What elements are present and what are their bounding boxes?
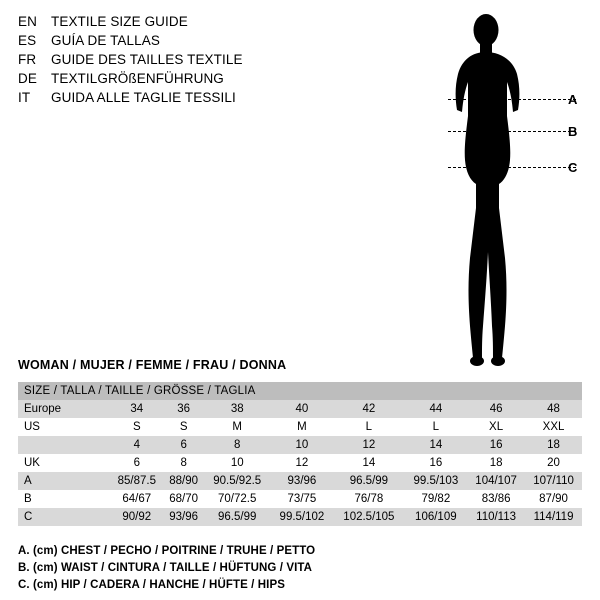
- section-heading: WOMAN / MUJER / FEMME / FRAU / DONNA: [18, 358, 287, 372]
- cell: 16: [467, 436, 525, 454]
- cell: 96.5/99: [333, 472, 404, 490]
- legend-item-a: A. (cm) CHEST / PECHO / POITRINE / TRUHE / PETTO: [18, 545, 316, 557]
- cell: 8: [204, 436, 271, 454]
- title-text: TEXTILGRÖßENFÜHRUNG: [51, 71, 224, 86]
- cell: 70/72.5: [204, 490, 271, 508]
- legend-item-b: B. (cm) WAIST / CINTURA / TAILLE / HÜFTUNG / VITA: [18, 562, 313, 574]
- cell: 40: [271, 400, 333, 418]
- measure-label-a: A: [568, 92, 578, 107]
- cell: 107/110: [525, 472, 582, 490]
- cell: XXL: [525, 418, 582, 436]
- title-text: GUIDE DES TAILLES TEXTILE: [51, 52, 243, 67]
- title-row: [18, 71, 358, 90]
- cell: 8: [164, 454, 204, 472]
- cell: 64/67: [110, 490, 164, 508]
- cell: 6: [164, 436, 204, 454]
- cell: 85/87.5: [110, 472, 164, 490]
- legend-item-c: C. (cm) HIP / CADERA / HANCHE / HÜFTE / HIPS: [18, 579, 286, 591]
- table-row: [18, 490, 582, 508]
- cell: 99.5/102: [271, 508, 333, 526]
- measure-line-chest: [448, 99, 576, 100]
- row-label: US: [18, 418, 110, 436]
- cell: 68/70: [164, 490, 204, 508]
- title-row: [18, 14, 358, 33]
- cell: M: [271, 418, 333, 436]
- cell: S: [110, 418, 164, 436]
- cell: 36: [164, 400, 204, 418]
- cell: 90.5/92.5: [204, 472, 271, 490]
- measurement-legend: [18, 543, 315, 594]
- cell: XL: [467, 418, 525, 436]
- cell: 83/86: [467, 490, 525, 508]
- title-text: GUÍA DE TALLAS: [51, 33, 160, 48]
- cell: 73/75: [271, 490, 333, 508]
- title-row: [18, 52, 358, 71]
- female-silhouette-icon: [430, 8, 590, 368]
- title-row: [18, 90, 358, 109]
- title-text: TEXTILE SIZE GUIDE: [51, 14, 188, 29]
- language-code: DE: [18, 71, 37, 86]
- language-code: ES: [18, 33, 37, 48]
- cell: 76/78: [333, 490, 404, 508]
- row-label: [18, 436, 110, 454]
- cell: 10: [204, 454, 271, 472]
- cell: 93/96: [164, 508, 204, 526]
- cell: 46: [467, 400, 525, 418]
- cell: 38: [204, 400, 271, 418]
- cell: 6: [110, 454, 164, 472]
- measure-label-c: C: [568, 160, 578, 175]
- cell: 42: [333, 400, 404, 418]
- cell: L: [405, 418, 467, 436]
- cell: 12: [333, 436, 404, 454]
- cell: 10: [271, 436, 333, 454]
- cell: 14: [405, 436, 467, 454]
- cell: 88/90: [164, 472, 204, 490]
- cell: 93/96: [271, 472, 333, 490]
- cell: 14: [333, 454, 404, 472]
- title-text: GUIDA ALLE TAGLIE TESSILI: [51, 90, 236, 105]
- table-row: [18, 454, 582, 472]
- cell: 110/113: [467, 508, 525, 526]
- cell: M: [204, 418, 271, 436]
- cell: 87/90: [525, 490, 582, 508]
- cell: 34: [110, 400, 164, 418]
- cell: 102.5/105: [333, 508, 404, 526]
- cell: S: [164, 418, 204, 436]
- size-table: [18, 382, 582, 526]
- cell: 79/82: [405, 490, 467, 508]
- cell: 20: [525, 454, 582, 472]
- language-code: FR: [18, 52, 37, 67]
- table-header-label: SIZE / TALLA / TAILLE / GRÖSSE / TAGLIA: [18, 382, 582, 400]
- cell: 18: [525, 436, 582, 454]
- table-row: [18, 508, 582, 526]
- table-row: [18, 400, 582, 418]
- cell: L: [333, 418, 404, 436]
- cell: 90/92: [110, 508, 164, 526]
- title-row: [18, 33, 358, 52]
- cell: 48: [525, 400, 582, 418]
- row-label: B: [18, 490, 110, 508]
- measure-line-hip: [448, 167, 576, 168]
- table-row: [18, 472, 582, 490]
- cell: 12: [271, 454, 333, 472]
- cell: 104/107: [467, 472, 525, 490]
- cell: 16: [405, 454, 467, 472]
- row-label: A: [18, 472, 110, 490]
- cell: 96.5/99: [204, 508, 271, 526]
- cell: 99.5/103: [405, 472, 467, 490]
- measure-line-waist: [448, 131, 576, 132]
- row-label: Europe: [18, 400, 110, 418]
- cell: 44: [405, 400, 467, 418]
- body-figure: [430, 8, 590, 368]
- table-header-row: [18, 382, 582, 400]
- language-code: EN: [18, 14, 37, 29]
- cell: 4: [110, 436, 164, 454]
- row-label: C: [18, 508, 110, 526]
- language-code: IT: [18, 90, 31, 105]
- title-block: [18, 14, 358, 109]
- cell: 114/119: [525, 508, 582, 526]
- table-row: [18, 436, 582, 454]
- row-label: UK: [18, 454, 110, 472]
- measure-label-b: B: [568, 124, 578, 139]
- cell: 18: [467, 454, 525, 472]
- cell: 106/109: [405, 508, 467, 526]
- table-row: [18, 418, 582, 436]
